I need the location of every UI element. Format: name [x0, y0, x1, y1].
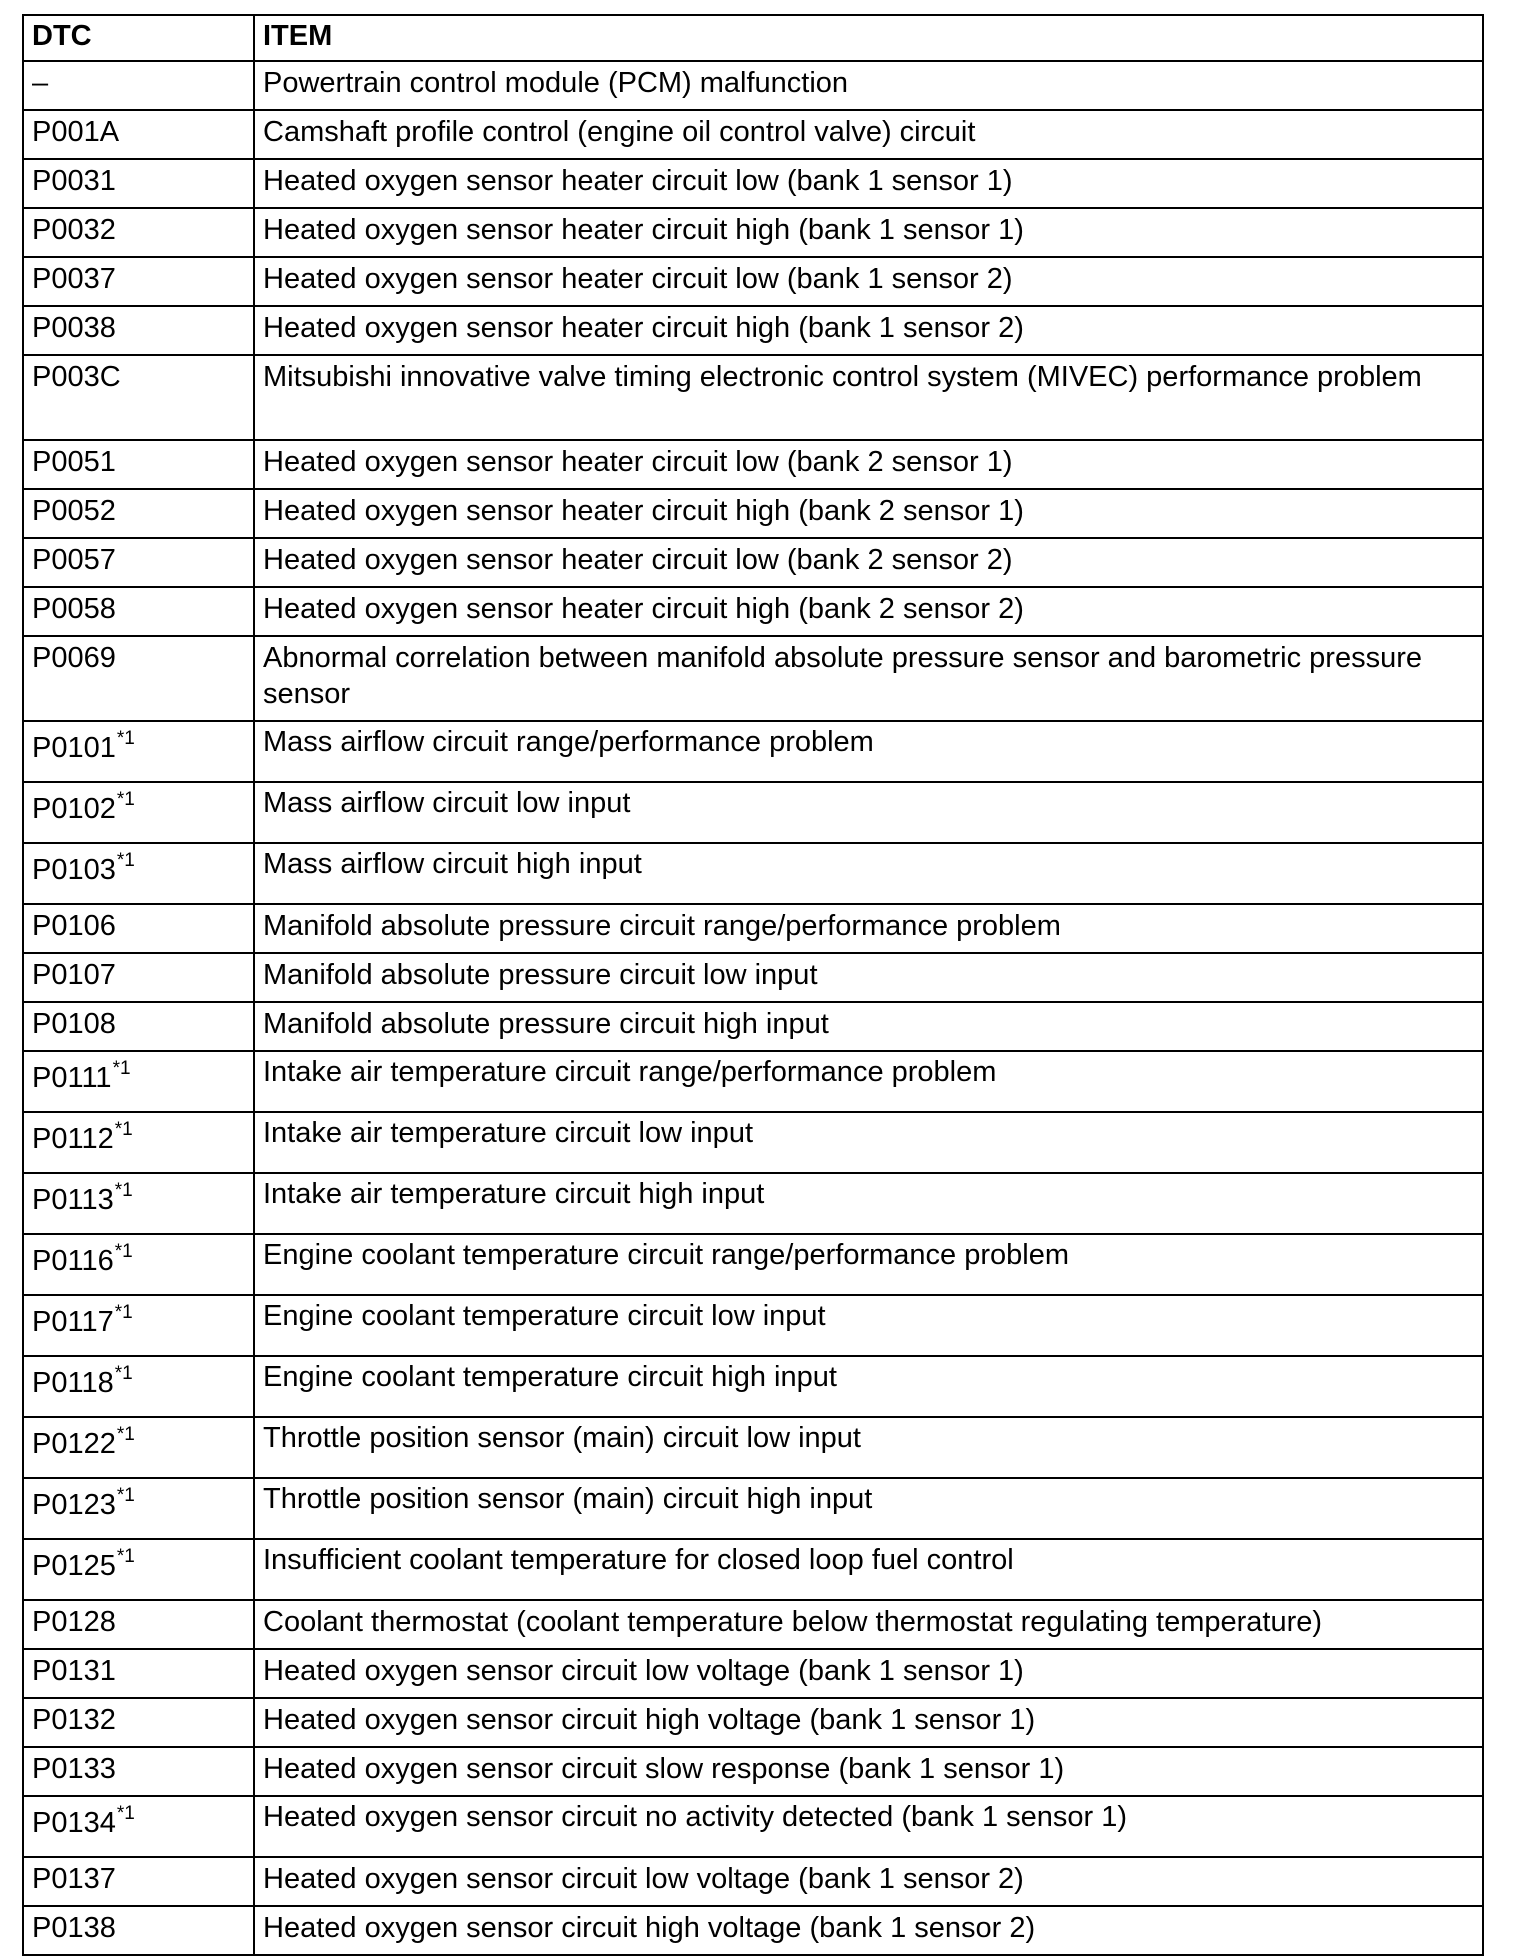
table-row: [23, 636, 1483, 721]
dtc-code-cell: [23, 208, 254, 257]
table-row: [23, 257, 1483, 306]
dtc-code: P0122: [32, 1428, 116, 1460]
dtc-code-cell: [23, 1051, 254, 1112]
footnote-marker: *1: [116, 850, 135, 872]
dtc-code-cell: [23, 843, 254, 904]
table-row: [23, 159, 1483, 208]
footnote-marker: *1: [116, 789, 135, 811]
item-description-cell: Engine coolant temperature circuit high input: [254, 1356, 1483, 1417]
dtc-code-cell: [23, 1539, 254, 1600]
footnote-marker: *1: [114, 1119, 133, 1141]
dtc-code: P0125: [32, 1550, 116, 1582]
dtc-code: P0113: [32, 1184, 114, 1216]
dtc-code: P0106: [32, 910, 116, 942]
dtc-code: P0138: [32, 1912, 116, 1944]
footnote-marker: *1: [114, 1180, 133, 1202]
dtc-code-cell: [23, 1478, 254, 1539]
dtc-code: P0133: [32, 1753, 116, 1785]
dtc-code-cell: [23, 1747, 254, 1796]
dtc-code-cell: [23, 953, 254, 1002]
table-body: [23, 61, 1483, 1955]
dtc-code-cell: [23, 1295, 254, 1356]
item-description-cell: Mitsubishi innovative valve timing electronic control system (MIVEC) performance problem: [254, 355, 1483, 440]
dtc-code-cell: [23, 489, 254, 538]
item-description-cell: Mass airflow circuit range/performance problem: [254, 721, 1483, 782]
dtc-code-cell: [23, 1906, 254, 1955]
table-row: [23, 1478, 1483, 1539]
item-description-cell: Engine coolant temperature circuit low input: [254, 1295, 1483, 1356]
dtc-code-cell: [23, 110, 254, 159]
footnote-marker: *1: [116, 1803, 135, 1825]
item-description-cell: Mass airflow circuit high input: [254, 843, 1483, 904]
item-description-cell: Heated oxygen sensor circuit slow response (bank 1 sensor 1): [254, 1747, 1483, 1796]
dtc-code: P0111: [32, 1062, 112, 1094]
footnote-marker: *1: [114, 1363, 133, 1385]
item-column-header: ITEM: [254, 15, 1483, 61]
item-description-cell: Heated oxygen sensor heater circuit low (bank 2 sensor 1): [254, 440, 1483, 489]
dtc-code: P0117: [32, 1306, 114, 1338]
dtc-code: P0031: [32, 165, 116, 197]
table-row: [23, 110, 1483, 159]
dtc-code-cell: [23, 1234, 254, 1295]
table-row: [23, 489, 1483, 538]
dtc-code: P0128: [32, 1606, 116, 1638]
item-description-cell: Heated oxygen sensor circuit low voltage (bank 1 sensor 1): [254, 1649, 1483, 1698]
item-description-cell: Heated oxygen sensor circuit high voltage (bank 1 sensor 1): [254, 1698, 1483, 1747]
item-description-cell: Heated oxygen sensor circuit high voltage (bank 1 sensor 2): [254, 1906, 1483, 1955]
dtc-code: –: [32, 67, 49, 99]
item-description-cell: Heated oxygen sensor circuit low voltage (bank 1 sensor 2): [254, 1857, 1483, 1906]
dtc-code: P001A: [32, 116, 120, 148]
dtc-table: [22, 14, 1484, 1956]
footnote-marker: *1: [112, 1058, 131, 1080]
dtc-code-cell: [23, 721, 254, 782]
table-row: [23, 440, 1483, 489]
item-description-cell: Heated oxygen sensor heater circuit low (bank 1 sensor 1): [254, 159, 1483, 208]
footnote-marker: *1: [116, 1546, 135, 1568]
item-description-cell: Intake air temperature circuit low input: [254, 1112, 1483, 1173]
dtc-code: P0131: [32, 1655, 116, 1687]
dtc-code: P0058: [32, 593, 116, 625]
table-row: [23, 1002, 1483, 1051]
dtc-code: P0037: [32, 263, 116, 295]
dtc-code-cell: [23, 538, 254, 587]
table-row: [23, 1857, 1483, 1906]
table-row: [23, 1295, 1483, 1356]
table-row: [23, 1112, 1483, 1173]
dtc-code: P0057: [32, 544, 116, 576]
item-description-cell: Camshaft profile control (engine oil control valve) circuit: [254, 110, 1483, 159]
dtc-code: P0038: [32, 312, 116, 344]
dtc-code-cell: [23, 355, 254, 440]
dtc-code-cell: [23, 440, 254, 489]
table-row: [23, 1234, 1483, 1295]
dtc-code-cell: [23, 1356, 254, 1417]
item-description-cell: Intake air temperature circuit range/performance problem: [254, 1051, 1483, 1112]
dtc-code: P0108: [32, 1008, 116, 1040]
dtc-code-cell: [23, 587, 254, 636]
item-description-cell: Heated oxygen sensor heater circuit high (bank 2 sensor 2): [254, 587, 1483, 636]
table-row: [23, 538, 1483, 587]
table-row: [23, 1417, 1483, 1478]
table-row: [23, 904, 1483, 953]
dtc-code: P003C: [32, 361, 121, 393]
table-row: [23, 953, 1483, 1002]
dtc-code-cell: [23, 782, 254, 843]
footnote-marker: *1: [114, 1302, 133, 1324]
dtc-code-cell: [23, 257, 254, 306]
dtc-code-cell: [23, 1173, 254, 1234]
table-row: [23, 1906, 1483, 1955]
item-description-cell: Coolant thermostat (coolant temperature below thermostat regulating temperature): [254, 1600, 1483, 1649]
table-row: [23, 1539, 1483, 1600]
item-description-cell: Throttle position sensor (main) circuit low input: [254, 1417, 1483, 1478]
item-description-cell: Manifold absolute pressure circuit range/performance problem: [254, 904, 1483, 953]
item-description-cell: Intake air temperature circuit high input: [254, 1173, 1483, 1234]
item-description-cell: Heated oxygen sensor heater circuit low (bank 2 sensor 2): [254, 538, 1483, 587]
table-row: [23, 782, 1483, 843]
dtc-code-cell: [23, 306, 254, 355]
dtc-code: P0118: [32, 1367, 114, 1399]
item-description-cell: Heated oxygen sensor heater circuit high (bank 2 sensor 1): [254, 489, 1483, 538]
dtc-code-cell: [23, 1698, 254, 1747]
dtc-code: P0134: [32, 1807, 116, 1839]
dtc-code: P0102: [32, 793, 116, 825]
dtc-code-cell: [23, 159, 254, 208]
table-row: [23, 1796, 1483, 1857]
dtc-code-cell: [23, 1002, 254, 1051]
item-description-cell: Heated oxygen sensor circuit no activity detected (bank 1 sensor 1): [254, 1796, 1483, 1857]
item-description-cell: Throttle position sensor (main) circuit high input: [254, 1478, 1483, 1539]
dtc-column-header: DTC: [23, 15, 254, 61]
dtc-code: P0116: [32, 1245, 114, 1277]
dtc-code: P0051: [32, 446, 116, 478]
table-row: [23, 1173, 1483, 1234]
item-description-cell: Powertrain control module (PCM) malfunction: [254, 61, 1483, 110]
table-row: [23, 1649, 1483, 1698]
dtc-code: P0069: [32, 642, 116, 674]
dtc-code: P0132: [32, 1704, 116, 1736]
dtc-code: P0052: [32, 495, 116, 527]
dtc-code: P0137: [32, 1863, 116, 1895]
table-row: [23, 61, 1483, 110]
table-row: [23, 843, 1483, 904]
dtc-code: P0101: [32, 732, 116, 764]
dtc-code-cell: [23, 61, 254, 110]
table-row: [23, 1051, 1483, 1112]
item-description-cell: Heated oxygen sensor heater circuit high (bank 1 sensor 2): [254, 306, 1483, 355]
table-row: [23, 306, 1483, 355]
table-row: [23, 355, 1483, 440]
footnote-marker: *1: [116, 1424, 135, 1446]
item-description-cell: Heated oxygen sensor heater circuit low (bank 1 sensor 2): [254, 257, 1483, 306]
dtc-code-cell: [23, 636, 254, 721]
item-description-cell: Mass airflow circuit low input: [254, 782, 1483, 843]
dtc-code: P0032: [32, 214, 116, 246]
dtc-code-cell: [23, 1796, 254, 1857]
footnote-marker: *1: [114, 1241, 133, 1263]
dtc-code: P0103: [32, 854, 116, 886]
dtc-code-cell: [23, 1649, 254, 1698]
dtc-code-cell: [23, 1857, 254, 1906]
table-row: [23, 1600, 1483, 1649]
item-description-cell: Insufficient coolant temperature for closed loop fuel control: [254, 1539, 1483, 1600]
dtc-code-cell: [23, 1600, 254, 1649]
dtc-code-cell: [23, 1112, 254, 1173]
item-description-cell: Heated oxygen sensor heater circuit high (bank 1 sensor 1): [254, 208, 1483, 257]
item-description-cell: Manifold absolute pressure circuit high input: [254, 1002, 1483, 1051]
item-description-cell: Engine coolant temperature circuit range/performance problem: [254, 1234, 1483, 1295]
footnote-marker: *1: [116, 728, 135, 750]
table-row: [23, 1747, 1483, 1796]
dtc-code: P0112: [32, 1123, 114, 1155]
dtc-code: P0123: [32, 1489, 116, 1521]
table-row: [23, 1698, 1483, 1747]
table-row: [23, 208, 1483, 257]
table-row: [23, 587, 1483, 636]
item-description-cell: Abnormal correlation between manifold absolute pressure sensor and barometric pressure sensor: [254, 636, 1483, 721]
dtc-code: P0107: [32, 959, 116, 991]
dtc-code-cell: [23, 1417, 254, 1478]
item-description-cell: Manifold absolute pressure circuit low input: [254, 953, 1483, 1002]
dtc-code-cell: [23, 904, 254, 953]
table-header-row: [23, 15, 1483, 61]
table-row: [23, 721, 1483, 782]
table-row: [23, 1356, 1483, 1417]
footnote-marker: *1: [116, 1485, 135, 1507]
